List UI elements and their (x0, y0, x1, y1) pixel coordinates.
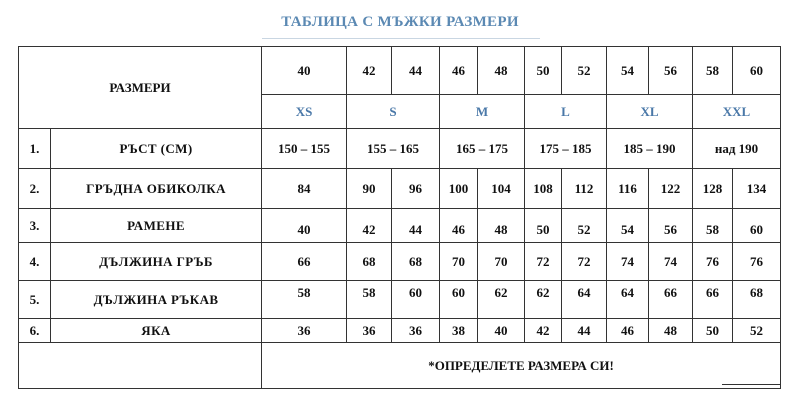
value-cell: 66 (262, 243, 347, 281)
size-letter: M (440, 95, 525, 129)
table-row-back-length (19, 243, 781, 281)
value-cell: 42 (347, 209, 392, 243)
value-cell: 68 (733, 281, 781, 319)
size-number: 50 (525, 47, 562, 95)
value-cell: 116 (607, 169, 649, 209)
title-underline (262, 38, 540, 39)
height-range: 155 – 165 (347, 129, 440, 169)
value-cell: 44 (392, 209, 440, 243)
size-number: 46 (440, 47, 478, 95)
table-row-collar (19, 319, 781, 343)
value-cell: 70 (440, 243, 478, 281)
size-number: 54 (607, 47, 649, 95)
row-number: 4. (19, 243, 51, 281)
value-cell: 122 (649, 169, 693, 209)
row-label: ДЪЛЖИНА РЪКАВ (51, 281, 262, 319)
value-cell: 36 (347, 319, 392, 343)
row-label: ЯКА (51, 319, 262, 343)
row-number: 6. (19, 319, 51, 343)
row-label: РАМЕНЕ (51, 209, 262, 243)
value-cell: 108 (525, 169, 562, 209)
height-range: 175 – 185 (525, 129, 607, 169)
row-number: 5. (19, 281, 51, 319)
value-cell: 44 (562, 319, 607, 343)
value-cell: 38 (440, 319, 478, 343)
size-note: *ОПРЕДЕЛЕТЕ РАЗМЕРА СИ! (262, 343, 781, 389)
value-cell: 62 (525, 281, 562, 319)
size-letter: XXL (693, 95, 781, 129)
value-cell: 36 (392, 319, 440, 343)
table-row-chest (19, 169, 781, 209)
table-row-height (19, 129, 781, 169)
table-row-sleeve-length (19, 281, 781, 319)
row-number: 3. (19, 209, 51, 243)
value-cell: 128 (693, 169, 733, 209)
value-cell: 52 (562, 209, 607, 243)
value-cell: 104 (478, 169, 525, 209)
value-cell: 58 (262, 281, 347, 319)
size-chart-table (18, 46, 781, 389)
value-cell: 84 (262, 169, 347, 209)
size-number: 42 (347, 47, 392, 95)
size-letter: S (347, 95, 440, 129)
value-cell: 50 (525, 209, 562, 243)
size-letter: XS (262, 95, 347, 129)
value-cell: 46 (440, 209, 478, 243)
size-number-row (19, 47, 781, 95)
value-cell: 60 (392, 281, 440, 319)
value-cell: 60 (440, 281, 478, 319)
sizes-header-label: РАЗМЕРИ (19, 47, 262, 129)
size-number: 52 (562, 47, 607, 95)
value-cell: 74 (607, 243, 649, 281)
value-cell: 48 (478, 209, 525, 243)
row-label: РЪСТ (СМ) (51, 129, 262, 169)
size-number: 44 (392, 47, 440, 95)
value-cell: 64 (562, 281, 607, 319)
value-cell: 50 (693, 319, 733, 343)
value-cell: 68 (392, 243, 440, 281)
value-cell: 76 (733, 243, 781, 281)
size-number: 60 (733, 47, 781, 95)
size-number: 58 (693, 47, 733, 95)
value-cell: 68 (347, 243, 392, 281)
size-number: 40 (262, 47, 347, 95)
height-range: 150 – 155 (262, 129, 347, 169)
value-cell: 112 (562, 169, 607, 209)
value-cell: 74 (649, 243, 693, 281)
value-cell: 72 (525, 243, 562, 281)
value-cell: 66 (649, 281, 693, 319)
value-cell: 56 (649, 209, 693, 243)
value-cell: 52 (733, 319, 781, 343)
value-cell: 90 (347, 169, 392, 209)
row-number: 1. (19, 129, 51, 169)
height-range: 165 – 175 (440, 129, 525, 169)
size-number: 48 (478, 47, 525, 95)
table-row-shoulders (19, 209, 781, 243)
value-cell: 70 (478, 243, 525, 281)
value-cell: 62 (478, 281, 525, 319)
note-row-spacer (19, 343, 262, 389)
value-cell: 60 (733, 209, 781, 243)
value-cell: 40 (478, 319, 525, 343)
value-cell: 64 (607, 281, 649, 319)
value-cell: 46 (607, 319, 649, 343)
value-cell: 48 (649, 319, 693, 343)
value-cell: 76 (693, 243, 733, 281)
row-label: ДЪЛЖИНА ГРЪБ (51, 243, 262, 281)
value-cell: 54 (607, 209, 649, 243)
bottom-right-rule (722, 384, 780, 385)
value-cell: 72 (562, 243, 607, 281)
value-cell: 42 (525, 319, 562, 343)
size-letter: L (525, 95, 607, 129)
value-cell: 36 (262, 319, 347, 343)
value-cell: 58 (693, 209, 733, 243)
value-cell: 58 (347, 281, 392, 319)
value-cell: 66 (693, 281, 733, 319)
value-cell: 40 (262, 209, 347, 243)
value-cell: 100 (440, 169, 478, 209)
height-range: 185 – 190 (607, 129, 693, 169)
note-row (19, 343, 781, 389)
height-range: над 190 (693, 129, 781, 169)
size-letter: XL (607, 95, 693, 129)
value-cell: 96 (392, 169, 440, 209)
value-cell: 134 (733, 169, 781, 209)
row-label: ГРЪДНА ОБИКОЛКА (51, 169, 262, 209)
table-title: ТАБЛИЦА С МЪЖКИ РАЗМЕРИ (281, 14, 519, 30)
row-number: 2. (19, 169, 51, 209)
size-number: 56 (649, 47, 693, 95)
